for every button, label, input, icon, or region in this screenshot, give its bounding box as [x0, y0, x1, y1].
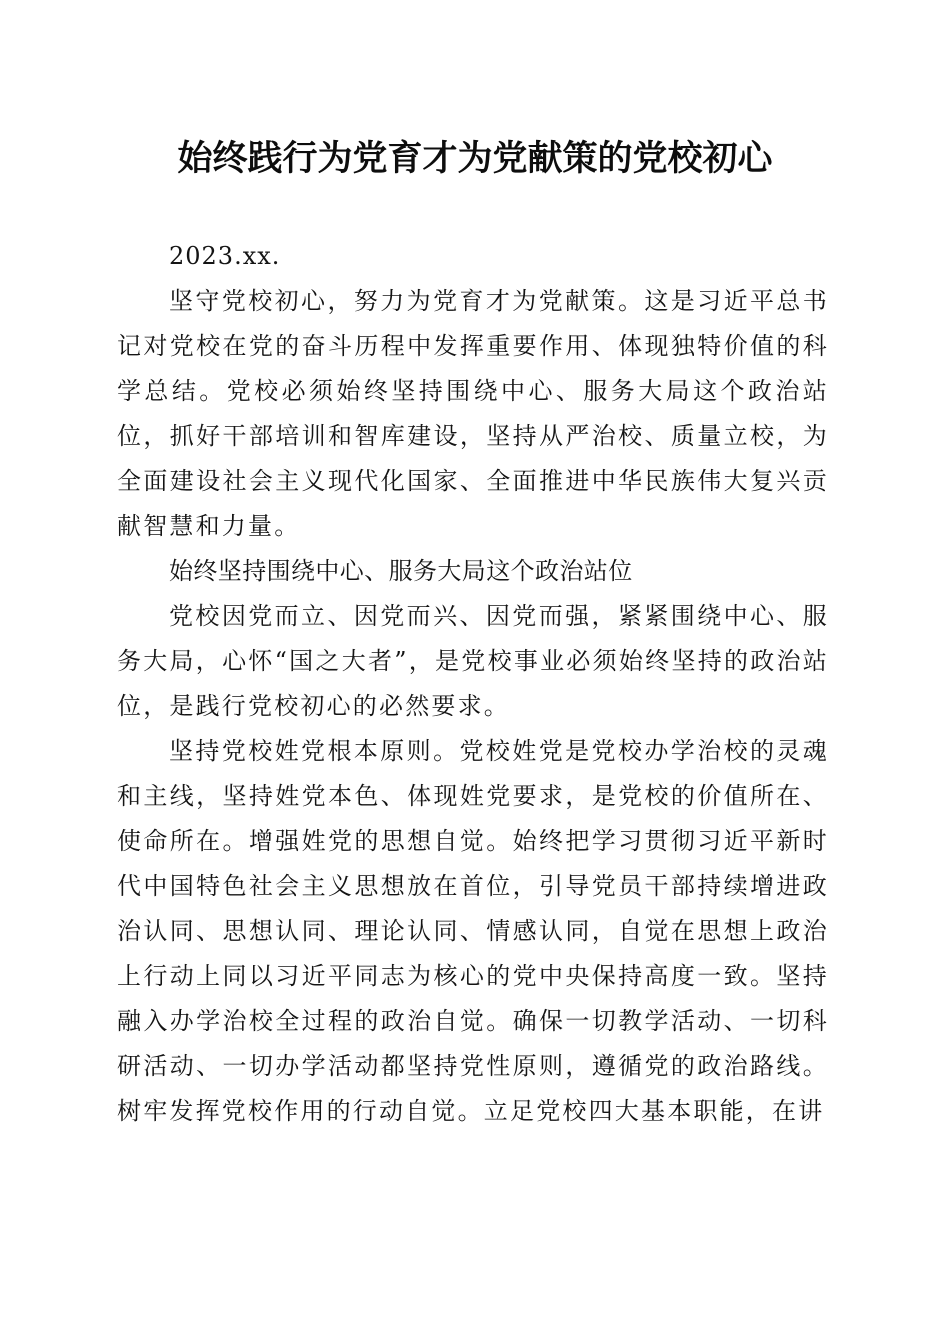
document-date: 2023.xx.: [169, 242, 281, 270]
document-title: 始终践行为党育才为党献策的党校初心: [177, 138, 773, 179]
paragraph-intro: 坚守党校初心，努力为党育才为党献策。这是习近平总书记对党校在党的奋斗历程中发挥重要作用、体现独特价值的科学总结。党校必须始终坚持围绕中心、服务大局这个政治站位，抓好干部培训和智库建设，坚持从严治校、质量立校，为全面建设社会主义现代化国家、全面推进中华民族伟大复兴贡献智慧和力量。: [117, 287, 829, 540]
section-heading: 始终坚持围绕中心、服务大局这个政治站位: [169, 557, 633, 585]
paragraph-political-stance: 党校因党而立、因党而兴、因党而强，紧紧围绕中心、服务大局，心怀“国之大者”，是党校事业必须始终坚持的政治站位，是践行党校初心的必然要求。: [117, 602, 829, 720]
paragraph-party-principle: 坚持党校姓党根本原则。党校姓党是党校办学治校的灵魂和主线，坚持姓党本色、体现姓党要求，是党校的价值所在、使命所在。增强姓党的思想自觉。始终把学习贯彻习近平新时代中国特色社会主义思想放在首位，引导党员干部持续增进政治认同、思想认同、理论认同、情感认同，自觉在思想上政治上行动上同以习近平同志为核心的党中央保持高度一致。坚持融入办学治校全过程的政治自觉。确保一切教学活动、一切科研活动、一切办学活动都坚持党性原则，遵循党的政治路线。树牢发挥党校作用的行动自觉。立足党校四大基本职能，在讲: [117, 737, 829, 1125]
document-body: [117, 234, 829, 1134]
